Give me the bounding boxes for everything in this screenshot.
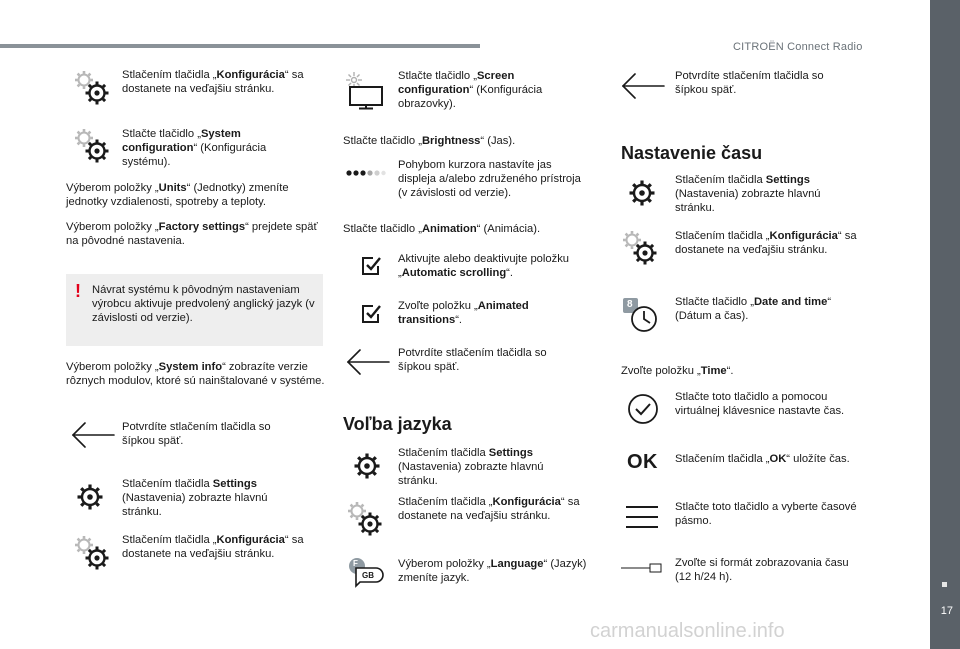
para-factory-settings: Výberom položky „Factory settings“ prejdete späť na pôvodné nastavenia.	[66, 221, 318, 247]
brightness-slider-icon	[346, 168, 386, 178]
heading-language: Voľba jazyka	[343, 414, 452, 434]
date-time-clock-icon	[622, 297, 662, 337]
configuration-gears-icon	[345, 499, 385, 539]
confirm-check-icon	[626, 392, 660, 426]
step-ok: Stlačením tlačidla „OK“ uložíte čas.	[675, 453, 850, 465]
step-time-zone: Stlačte toto tlačidlo a vyberte časové pásmo.	[675, 501, 857, 527]
step-slider: Pohybom kurzora nastavíte jas displeja a/alebo združeného prístroja (v závislosti od verzie).	[398, 159, 581, 199]
para-system-info: Výberom položky „System info“ zobrazíte verzie rôznych modulov, ktoré sú nainštalované v systéme.	[66, 361, 325, 387]
step-animated-transitions: Zvoľte položku „Animated transitions“.	[398, 300, 529, 326]
screen-brightness-icon	[344, 70, 388, 110]
back-arrow-icon	[620, 71, 666, 101]
step-configuration: Stlačením tlačidla „Konfigurácia“ sa dostanete na veďajšiu stránku.	[398, 496, 580, 522]
language-source-label: F	[353, 559, 358, 568]
toggle-switch-icon	[620, 562, 662, 574]
settings-gear-icon	[626, 177, 658, 209]
para-time: Zvoľte položku „Time“.	[621, 365, 734, 377]
header-rule	[0, 44, 480, 48]
configuration-gears-icon	[72, 126, 112, 166]
step-back: Potvrdíte stlačením tlačidla so šípkou späť.	[675, 70, 824, 96]
right-sidebar	[930, 0, 960, 649]
para-animation: Stlačte tlačidlo „Animation“ (Animácia).	[343, 223, 541, 235]
continue-marker	[942, 582, 947, 587]
warning-note-text: Návrat systému k pôvodným nastaveniam výrobcu aktivuje predvolený anglický jazyk (v závislosti od verzie).	[92, 284, 315, 324]
watermark: carmanualsonline.info	[590, 620, 785, 642]
step-time-format: Zvoľte si formát zobrazovania času (12 h/24 h).	[675, 557, 849, 583]
back-arrow-icon	[70, 420, 116, 450]
warning-mark-icon: !	[75, 281, 81, 301]
step-settings: Stlačením tlačidla Settings (Nastavenia) zobrazte hlavnú stránku.	[122, 478, 268, 518]
step-date-and-time: Stlačte tlačidlo „Date and time“ (Dátum a čas).	[675, 296, 832, 322]
step-settings: Stlačením tlačidla Settings (Nastavenia) zobrazte hlavnú stránku.	[398, 447, 544, 487]
step-screen-configuration: Stlačte tlačidlo „Screen configuration“ (Konfigurácia obrazovky).	[398, 70, 543, 110]
settings-gear-icon	[351, 450, 383, 482]
settings-gear-icon	[74, 481, 106, 513]
heading-time: Nastavenie času	[621, 143, 763, 163]
step-configuration: Stlačením tlačidla „Konfigurácia“ sa dostanete na veďajšiu stránku.	[122, 534, 304, 560]
language-flag-icon	[346, 555, 386, 589]
back-arrow-icon	[345, 347, 391, 377]
ok-icon: OK	[627, 451, 658, 473]
step-virtual-keyboard: Stlačte toto tlačidlo a pomocou virtuálnej klávesnice nastavte čas.	[675, 391, 845, 417]
brand-title: CITROËN Connect Radio	[733, 41, 863, 53]
language-target-label: GB	[362, 571, 374, 580]
page-number: 17	[940, 605, 953, 617]
para-brightness: Stlačte tlačidlo „Brightness“ (Jas).	[343, 135, 516, 147]
step-back: Potvrdíte stlačením tlačidla so šípkou späť.	[122, 421, 271, 447]
para-units: Výberom položky „Units“ (Jednotky) zmeníte jednotky vzdialenosti, spotreby a teploty.	[66, 182, 289, 208]
step-automatic-scrolling: Aktivujte alebo deaktivujte položku „Automatic scrolling“.	[398, 253, 570, 279]
date-badge-label: 8	[627, 299, 633, 310]
configuration-gears-icon	[72, 533, 112, 573]
step-language: Výberom položky „Language“ (Jazyk) zmeníte jazyk.	[398, 558, 587, 584]
configuration-gears-icon	[72, 68, 112, 108]
step-configuration: Stlačením tlačidla „Konfigurácia“ sa dostanete na veďajšiu stránku.	[675, 230, 857, 256]
checkbox-checked-icon	[360, 303, 382, 325]
list-menu-icon	[624, 504, 660, 530]
checkbox-checked-icon	[360, 255, 382, 277]
step-system-configuration: Stlačte tlačidlo „System configuration“ (Konfigurácia systému).	[122, 128, 267, 168]
warning-note	[66, 274, 323, 346]
step-settings: Stlačením tlačidla Settings (Nastavenia) zobrazte hlavnú stránku.	[675, 174, 821, 214]
step-back: Potvrdíte stlačením tlačidla so šípkou späť.	[398, 347, 547, 373]
configuration-gears-icon	[620, 228, 660, 268]
step-configuration: Stlačením tlačidla „Konfigurácia“ sa dostanete na veďajšiu stránku.	[122, 69, 304, 95]
